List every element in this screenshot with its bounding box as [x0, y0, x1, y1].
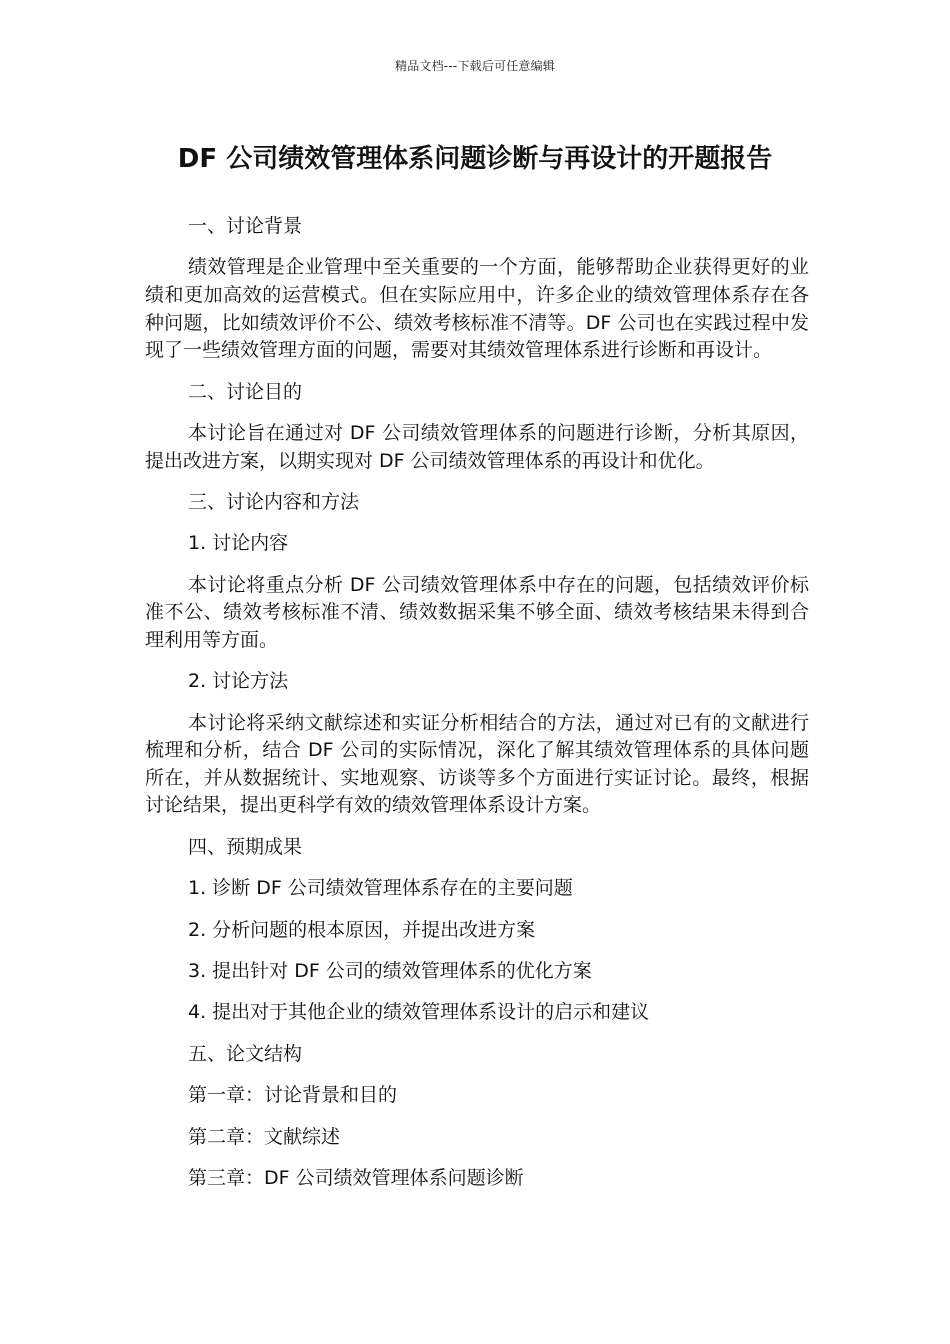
document-title: DF 公司绩效管理体系问题诊断与再设计的开题报告	[177, 144, 773, 174]
outcome-item-4: 4. 提出对于其他企业的绩效管理体系设计的启示和建议	[188, 1001, 650, 1024]
section-heading-structure: 五、论文结构	[188, 1042, 303, 1065]
document-body	[145, 213, 809, 1206]
paragraph-background: 绩效管理是企业管理中至关重要的一个方面，能够帮助企业获得更好的业绩和更加高效的运营模式。但在实际应用中，许多企业的绩效管理体系存在各种问题，比如绩效评价不公、绩效考核标准不清等。DF 公司也在实践过程中发现了一些绩效管理方面的问题，需要对其绩效管理体系进行诊断和再设计。	[145, 256, 809, 362]
section-heading-purpose: 二、讨论目的	[188, 380, 303, 403]
paragraph-method: 本讨论将采纳文献综述和实证分析相结合的方法，通过对已有的文献进行梳理和分析，结合 DF 公司的实际情况，深化了解其绩效管理体系的具体问题所在，并从数据统计、实地观察、访谈等多个方面进行实证讨论。最终，根据讨论结果，提出更科学有效的绩效管理体系设计方案。	[145, 711, 809, 817]
header-note: 精品文档---下载后可任意编辑	[395, 59, 555, 73]
chapter-item-3: 第三章：DF 公司绩效管理体系问题诊断	[188, 1166, 524, 1189]
section-heading-content-method: 三、讨论内容和方法	[188, 490, 360, 513]
paragraph-content: 本讨论将重点分析 DF 公司绩效管理体系中存在的问题，包括绩效评价标准不公、绩效考核标准不清、绩效数据采集不够全面、绩效考核结果未得到合理利用等方面。	[145, 573, 809, 651]
section-heading-background: 一、讨论背景	[188, 215, 303, 237]
subheading-content: 1. 讨论内容	[188, 532, 289, 555]
outcome-item-3: 3. 提出针对 DF 公司的绩效管理体系的优化方案	[188, 960, 592, 983]
section-heading-outcomes: 四、预期成果	[188, 835, 303, 858]
chapter-item-2: 第二章：文献综述	[188, 1125, 341, 1148]
paragraph-purpose: 本讨论旨在通过对 DF 公司绩效管理体系的问题进行诊断，分析其原因，提出改进方案，以期实现对 DF 公司绩效管理体系的再设计和优化。	[145, 421, 809, 472]
subheading-method: 2. 讨论方法	[188, 670, 289, 693]
outcome-item-2: 2. 分析问题的根本原因，并提出改进方案	[188, 918, 536, 941]
chapter-item-1: 第一章：讨论背景和目的	[188, 1084, 398, 1107]
outcome-item-1: 1. 诊断 DF 公司绩效管理体系存在的主要问题	[188, 877, 573, 900]
